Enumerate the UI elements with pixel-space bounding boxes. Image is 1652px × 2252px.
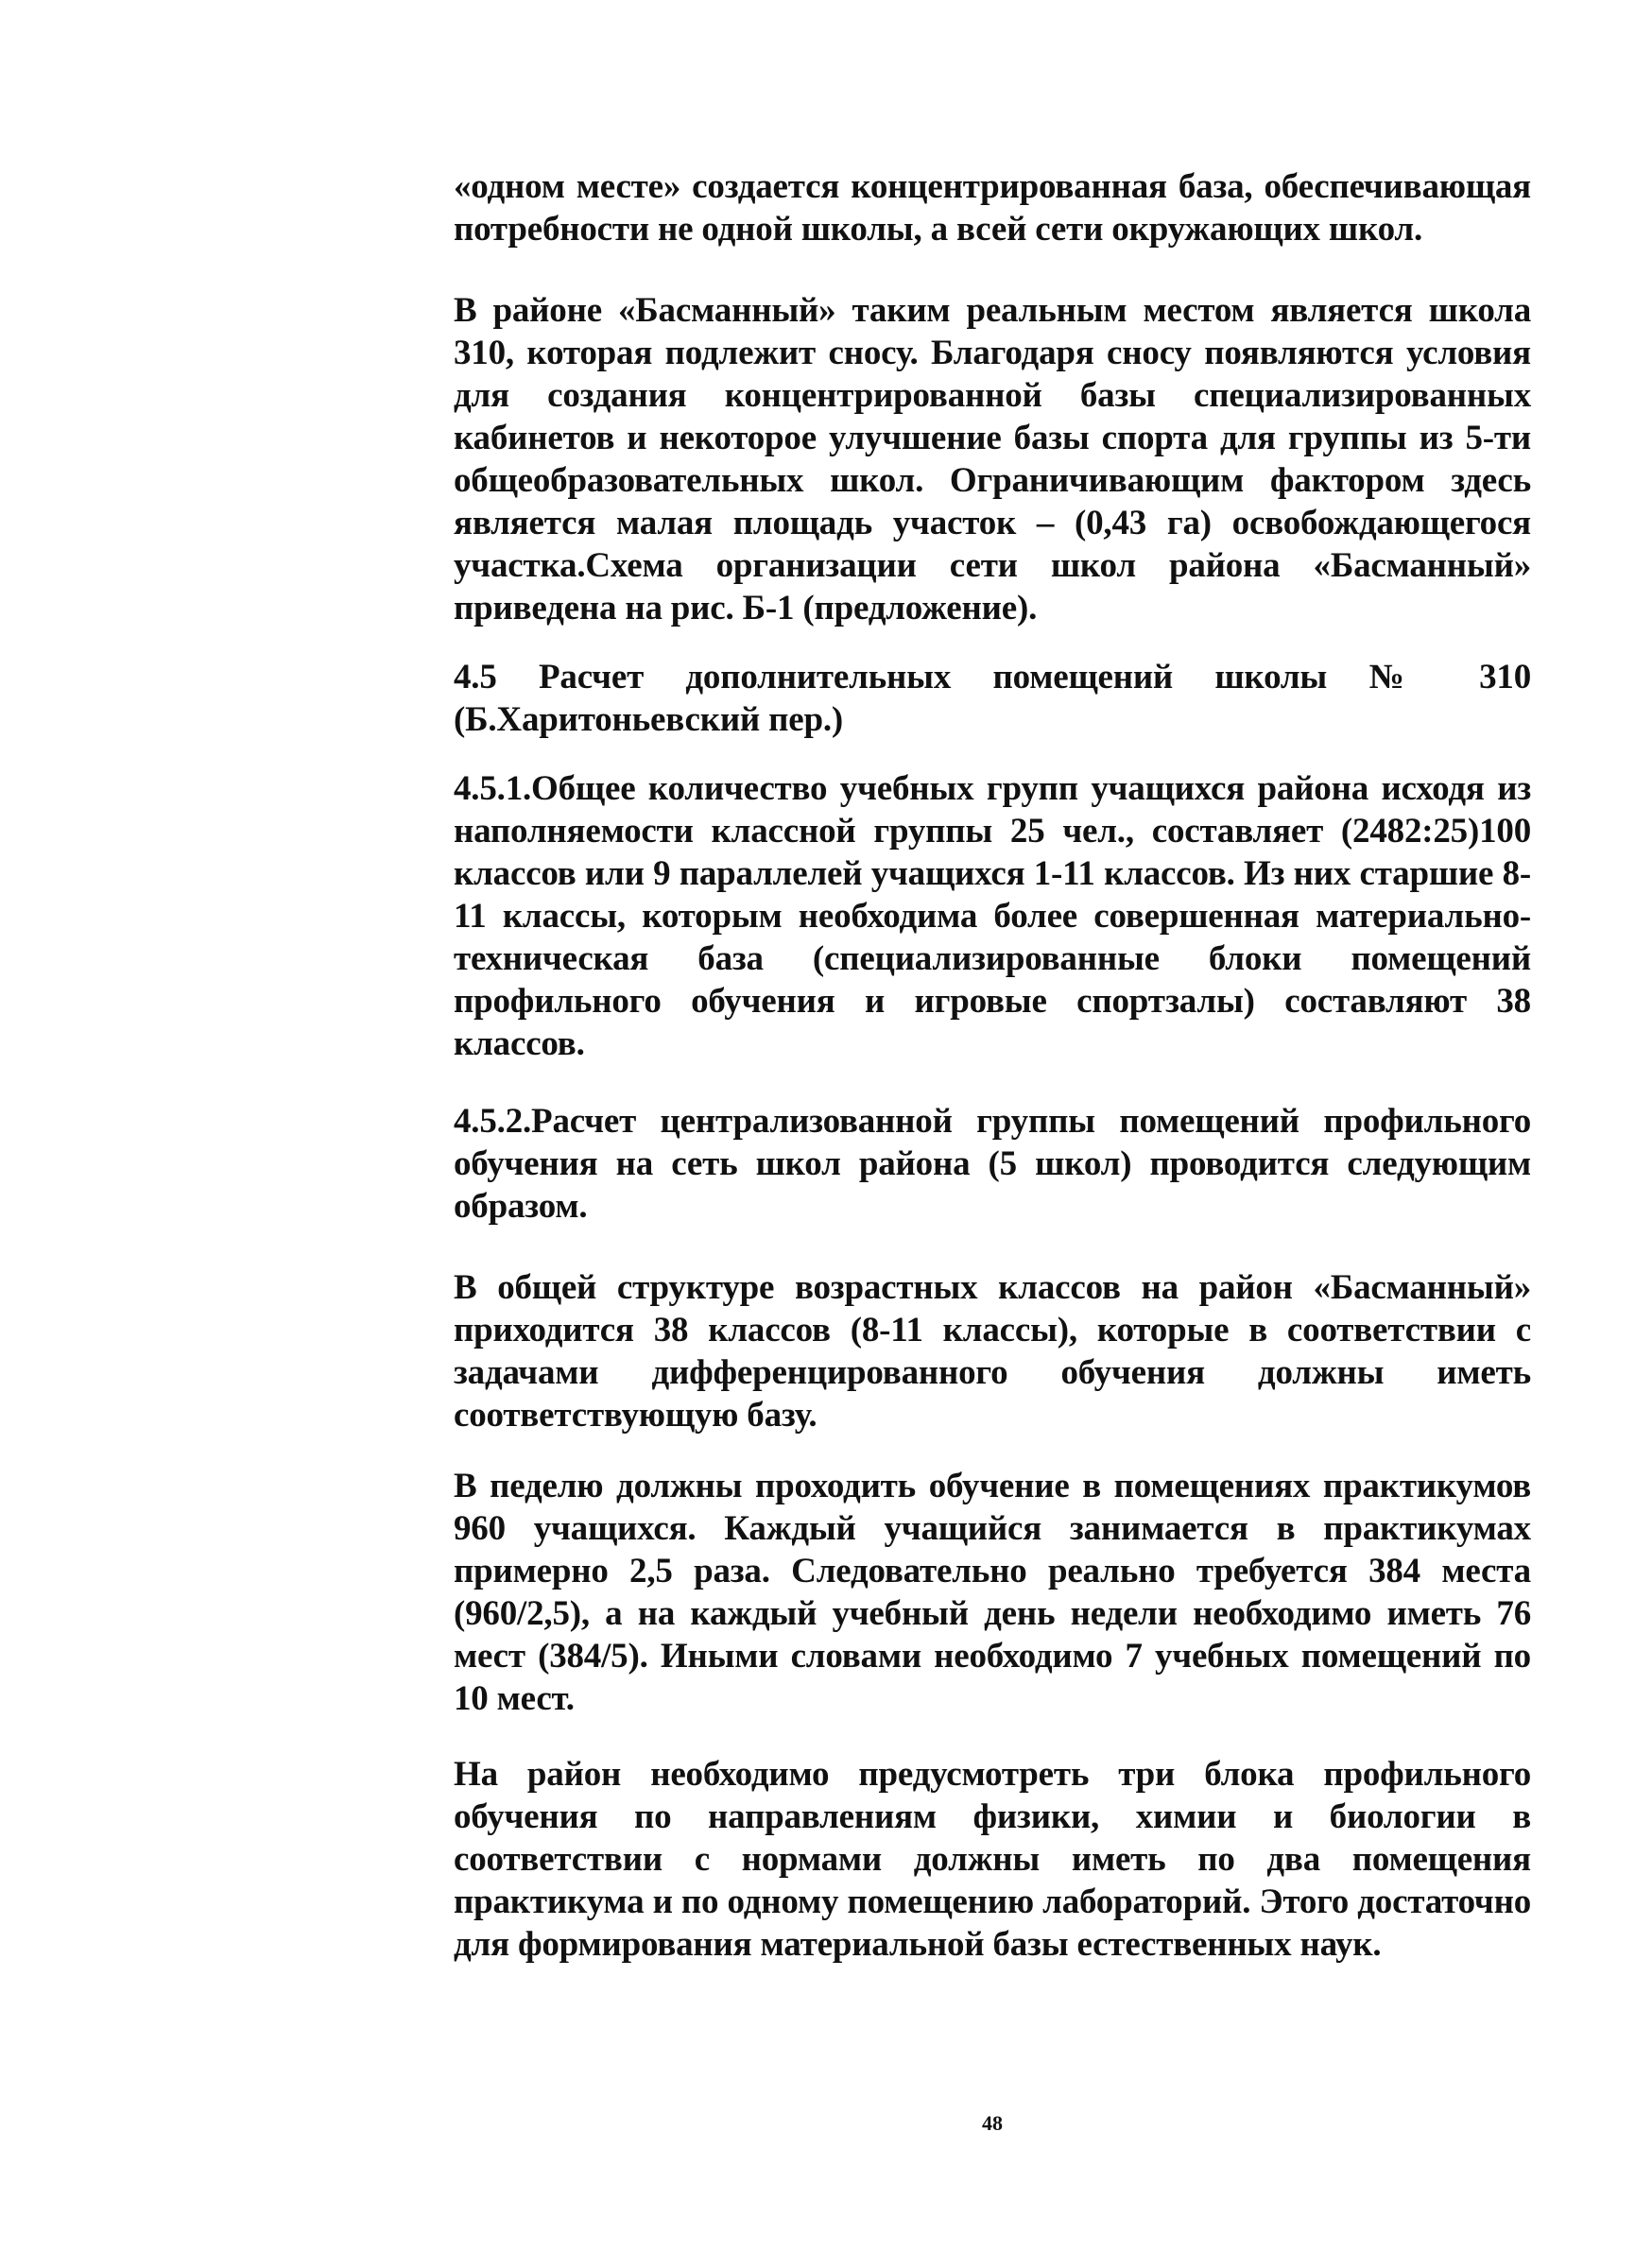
paragraph-basmanny bbox=[454, 289, 1531, 629]
heading-text: 4.5 Расчет дополнительных помещений школы № 310 (Б.Харитоньевский пер.) bbox=[454, 658, 1531, 739]
paragraph-profile-blocks bbox=[454, 1753, 1531, 1966]
paragraph-text: «одном месте» создается концентрированная база, обеспечивающая потребности не одной школы, а всей сети окружающих школ. bbox=[454, 167, 1531, 249]
paragraph-age-structure bbox=[454, 1266, 1531, 1436]
page-number: 48 bbox=[982, 2111, 1003, 2135]
paragraph-text: 4.5.1.Общее количество учебных групп учащихся района исходя из наполняемости классной группы 25 чел., составляет (2482:25)100 классов или 9 параллелей учащихся 1-11 классов. Из них старшие 8-11 классы, которым необходима более совершенная материально-техническая база (специализированные блоки помещений профильного обучения и игровые спортзалы) составляют 38 классов. bbox=[454, 769, 1531, 1063]
paragraph-practicum bbox=[454, 1465, 1531, 1720]
paragraph-intro bbox=[454, 165, 1531, 250]
paragraph-text: На район необходимо предусмотреть три блока профильного обучения по направлениям физики, химии и биологии в соответствии с нормами должны иметь по два помещения практикума и по одному помещению лабораторий. Этого достаточно для формирования материальной базы естественных наук. bbox=[454, 1755, 1531, 1964]
paragraph-text: 4.5.2.Расчет централизованной группы помещений профильного обучения на сеть школ района (5 школ) проводится следующим образом. bbox=[454, 1102, 1531, 1226]
paragraph-text: В педелю должны проходить обучение в помещениях практикумов 960 учащихся. Каждый учащийся занимается в практикумах примерно 2,5 раза. Следовательно реально требуется 384 места (960/2,5), а на каждый учебный день недели необходимо иметь 76 мест (384/5). Иными словами необходимо 7 учебных помещений по 10 мест. bbox=[454, 1467, 1531, 1718]
paragraph-4-5-1 bbox=[454, 767, 1531, 1065]
paragraph-text: В общей структуре возрастных классов на район «Басманный» приходится 38 классов (8-11 классы), которые в соответствии с задачами дифференцированного обучения должны иметь соответствующую базу. bbox=[454, 1268, 1531, 1435]
paragraph-4-5-2 bbox=[454, 1100, 1531, 1228]
section-heading bbox=[454, 656, 1531, 741]
paragraph-text: В районе «Басманный» таким реальным местом является школа 310, которая подлежит сносу. Благодаря сносу появляются условия для создания концентрированной базы специализированных кабинетов и некоторое улучшение базы спорта для группы из 5-ти общеобразовательных школ. Ограничивающим фактором здесь является малая площадь участок – (0,43 га) освобождающегося участка.Схема организации сети школ района «Басманный» приведена на рис. Б-1 (предложение). bbox=[454, 291, 1531, 627]
